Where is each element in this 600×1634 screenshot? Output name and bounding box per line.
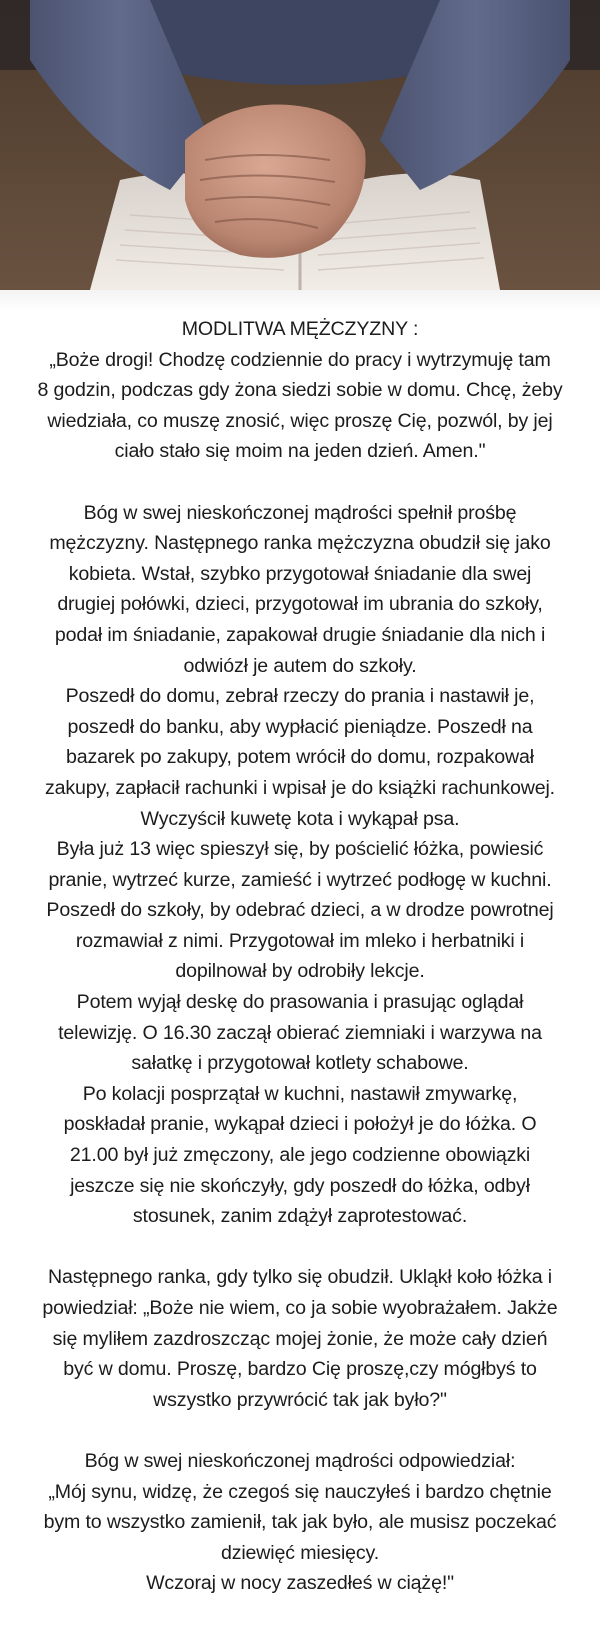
- paragraph-gap: [6, 1415, 594, 1446]
- praying-hands-photo: [0, 0, 600, 290]
- photo-divider: [0, 290, 600, 312]
- article-text: [6, 314, 594, 1599]
- article-paragraph: Bóg w swej nieskończonej mądrości spełnił prośbę mężczyzny. Następnego ranka mężczyzna obudził się jako kobieta. Wstał, szybko przygotował śniadanie dla swej drugiej połówki, dzieci, przygotował im ubrania do szkoły, podał im śniadanie, zapakował drugie śniadanie dla nich i odwiózł je autem do szkoły.: [49, 501, 551, 677]
- article-punchline: Wczoraj w nocy zaszedłeś w ciążę!": [146, 1572, 454, 1595]
- article-paragraph: Bóg w swej nieskończonej mądrości odpowiedział: „Mój synu, widzę, że czegoś się nauczyłeś i bardzo chętnie bym to wszystko zamienił, tak jak było, ale musisz poczekać dziewięć miesięcy.: [43, 1449, 557, 1564]
- article-paragraph: Była już 13 więc spieszył się, by pościelić łóżka, powiesić pranie, wytrzeć kurze, zamieść i wytrzeć podłogę w kuchni. Poszedł do szkoły, by odebrać dzieci, a w drodze powrotnej rozmawiał z nimi. Przygotował im mleko i herbatniki i dopilnował by odrobiły lekcje.: [46, 838, 554, 983]
- praying-hands-illustration: [0, 0, 600, 290]
- article-paragraph-prayer: „Boże drogi! Chodzę codziennie do pracy i wytrzymuję tam 8 godzin, podczas gdy żona siedzi sobie w domu. Chcę, żeby wiedziała, co muszę znosić, więc proszę Cię, pozwól, by jej ciało stało się moim na jeden dzień. Amen.": [37, 348, 563, 463]
- paragraph-gap: [6, 467, 594, 498]
- paragraph-gap: [6, 1232, 594, 1263]
- article-paragraph: Następnego ranka, gdy tylko się obudził. Ukląkł koło łóżka i powiedział: „Boże nie wiem, co ja sobie wyobrażałem. Jakże się myliłem zazdroszcząc mojej żonie, że może cały dzień być w domu. Proszę, bardzo Cię proszę,czy mógłbyś to wszystko przywrócić tak jak było?": [42, 1266, 558, 1411]
- article-paragraph: Poszedł do domu, zebrał rzeczy do prania i nastawił je, poszedł do banku, aby wypłacić pieniądze. Poszedł na bazarek po zakupy, potem wrócił do domu, rozpakował zakupy, zapłacił rachunki i wpisał je do książki rachunkowej. Wyczyścił kuwetę kota i wykąpał psa.: [45, 685, 555, 830]
- article-paragraph: Potem wyjął deskę do prasowania i prasując oglądał telewizję. O 16.30 zaczął obierać ziemniaki i warzywa na sałatkę i przygotował kotlety schabowe.: [58, 991, 542, 1075]
- article-title: MODLITWA MĘŻCZYZNY :: [181, 318, 419, 340]
- article-paragraph: Po kolacji posprzątał w kuchni, nastawił zmywarkę, poskładał pranie, wykąpał dzieci i położył je do łóżka. O 21.00 był już zmęczony, ale jego codzienne obowiązki jeszcze się nie skończyły, gdy poszedł do łóżka, odbył stosunek, zanim zdążył zaprotestować.: [63, 1082, 537, 1228]
